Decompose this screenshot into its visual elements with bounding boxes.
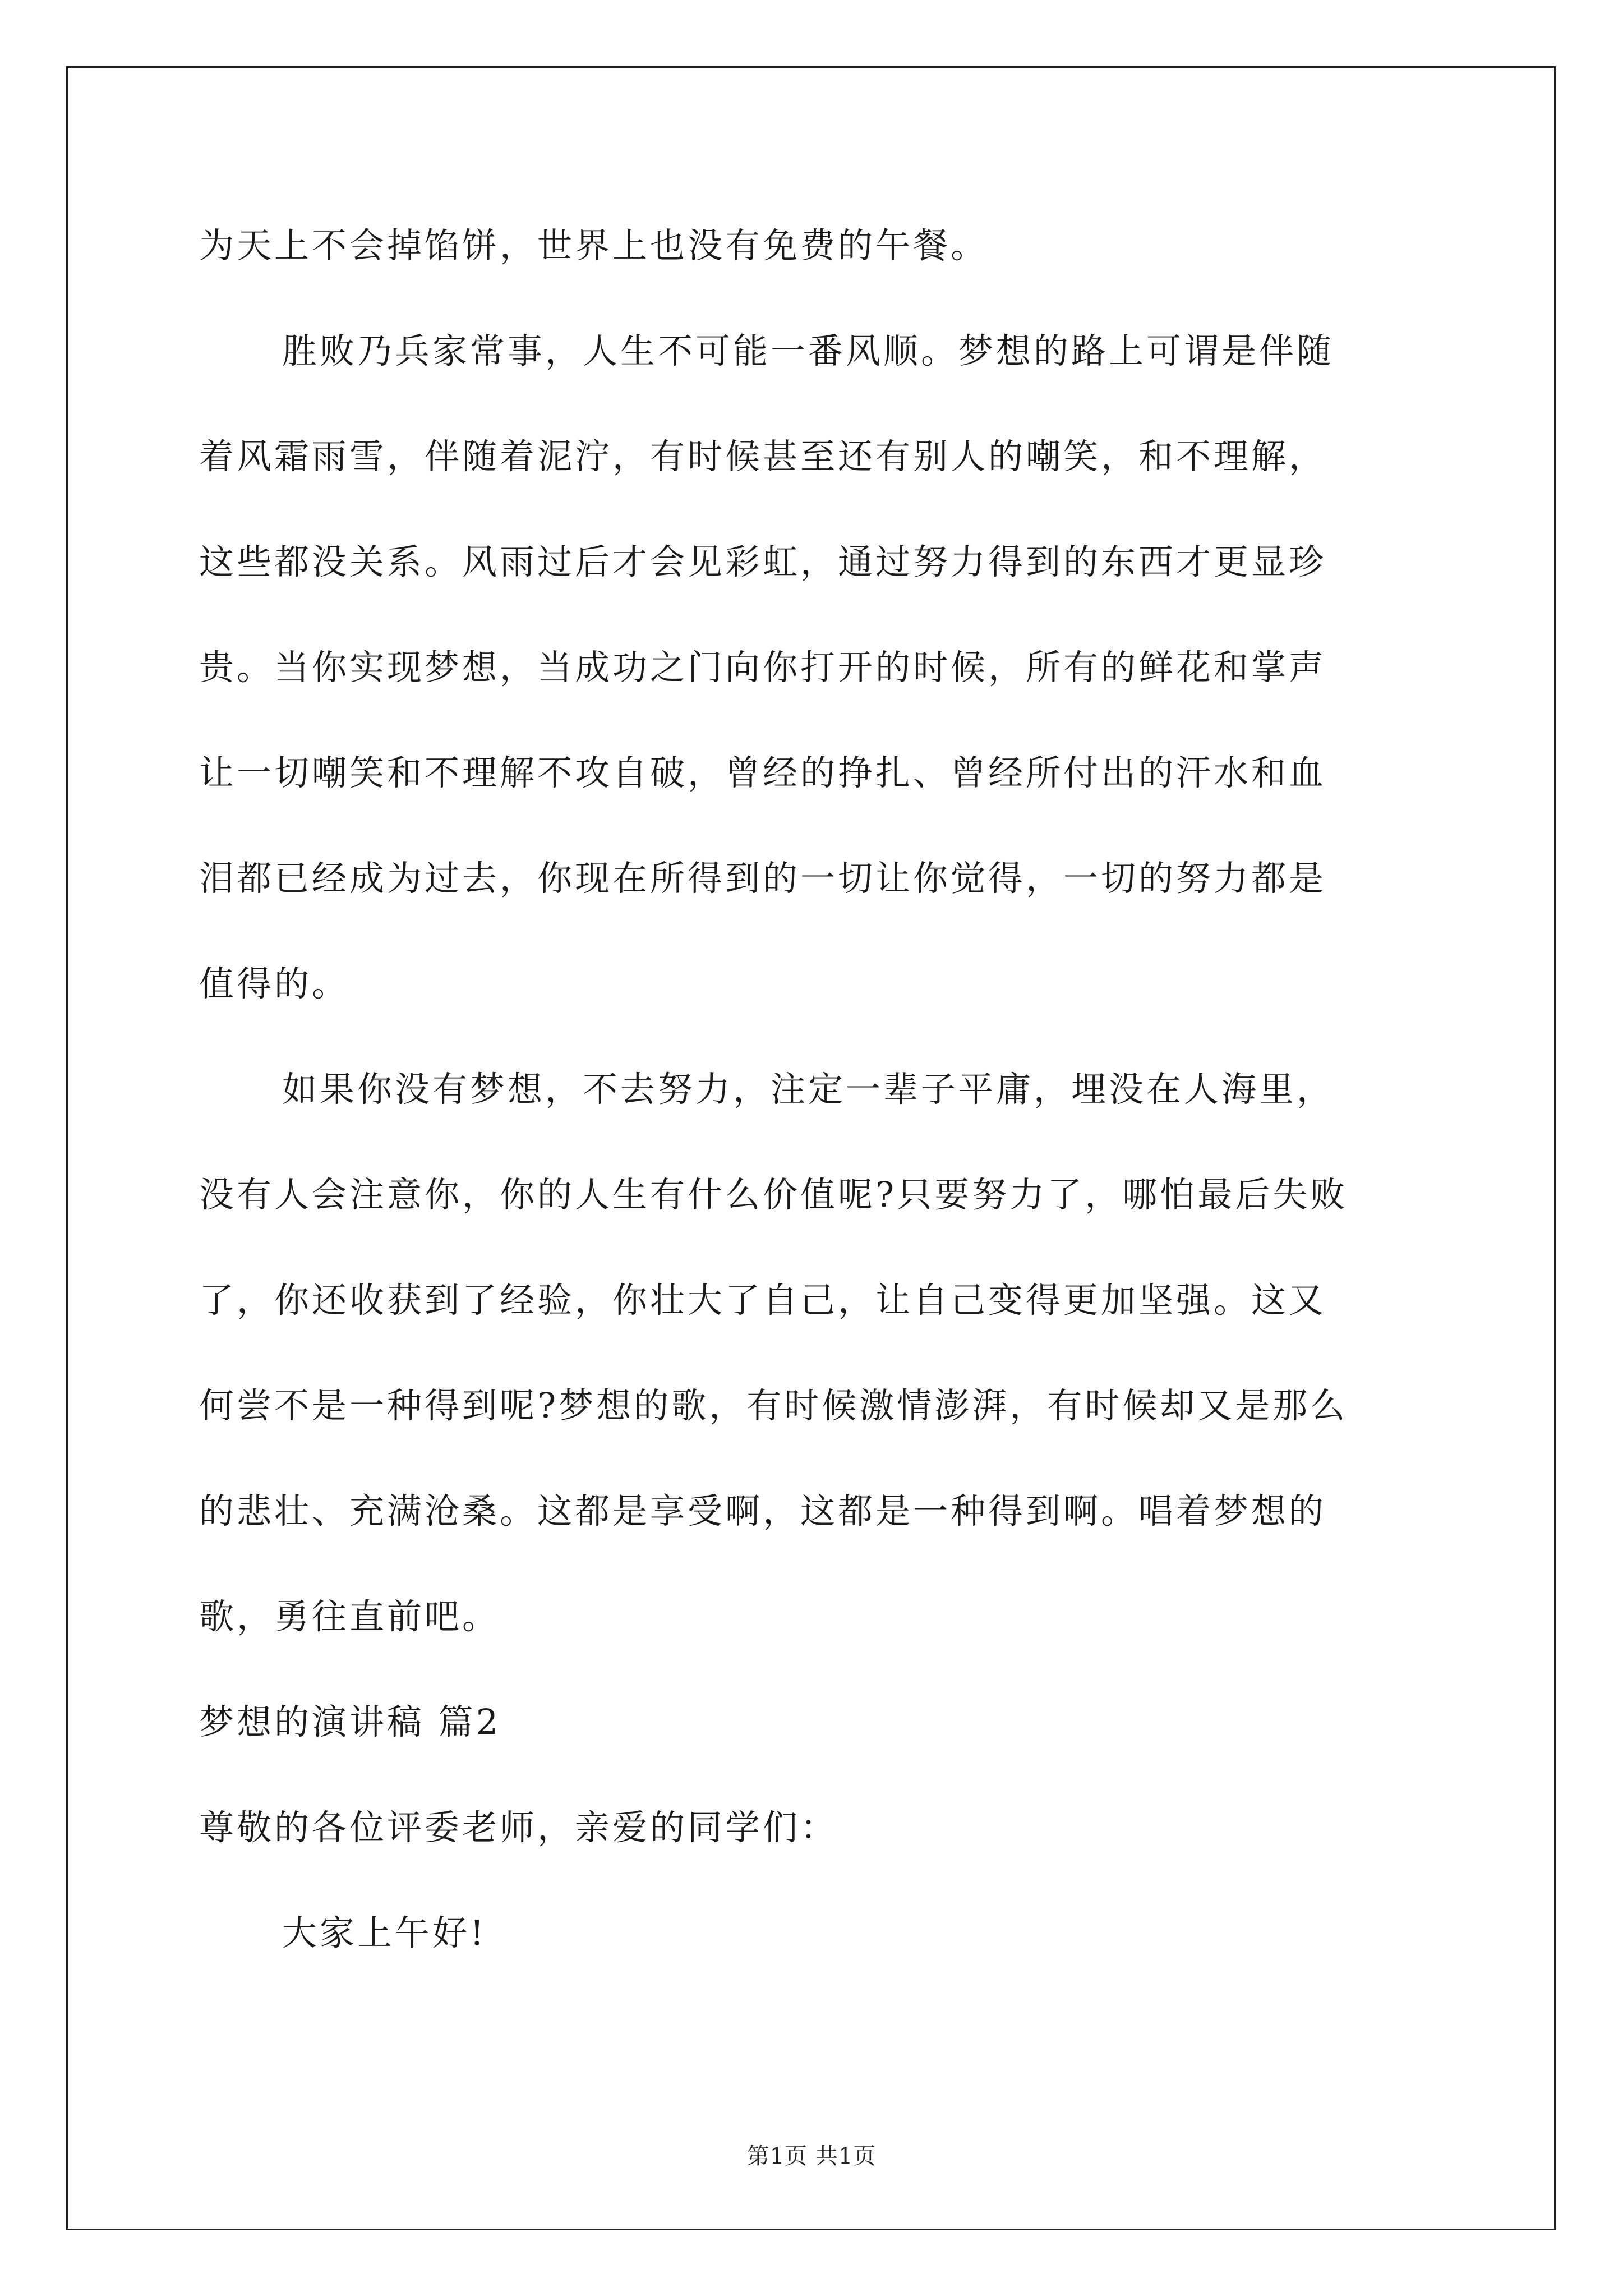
paragraph-line: 着风霜雨雪，伴随着泥泞，有时候甚至还有别人的嘲笑，和不理解，	[199, 436, 1327, 477]
greeting-line: 大家上午好!	[282, 1912, 487, 1953]
paragraph-line: 了，你还收获到了经验，你壮大了自己，让自己变得更加坚强。这又	[199, 1280, 1327, 1320]
paragraph-line: 胜败乃兵家常事，人生不可能一番风顺。梦想的路上可谓是伴随	[282, 330, 1335, 371]
paragraph-line: 为天上不会掉馅饼，世界上也没有免费的午餐。	[199, 225, 989, 266]
document-body	[199, 193, 1438, 1986]
paragraph-line: 如果你没有梦想，不去努力，注定一辈子平庸，埋没在人海里，	[282, 1069, 1335, 1110]
paragraph-line: 何尝不是一种得到呢?梦想的歌，有时候激情澎湃，有时候却又是那么	[199, 1385, 1348, 1426]
page-footer: 第1页 共1页	[746, 2143, 877, 2169]
section-heading: 梦想的演讲稿 篇2	[199, 1701, 501, 1742]
paragraph-line: 这些都没关系。风雨过后才会见彩虹，通过努力得到的东西才更显珍	[199, 541, 1327, 582]
paragraph-line: 的悲壮、充满沧桑。这都是享受啊，这都是一种得到啊。唱着梦想的	[199, 1490, 1327, 1531]
paragraph-line: 贵。当你实现梦想，当成功之门向你打开的时候，所有的鲜花和掌声	[199, 647, 1327, 688]
paragraph-line: 让一切嘲笑和不理解不攻自破，曾经的挣扎、曾经所付出的汗水和血	[199, 752, 1327, 793]
paragraph-line: 没有人会注意你，你的人生有什么价值呢?只要努力了，哪怕最后失败	[199, 1174, 1348, 1215]
paragraph-line: 值得的。	[199, 963, 350, 1004]
paragraph-line: 泪都已经成为过去，你现在所得到的一切让你觉得，一切的努力都是	[199, 858, 1327, 899]
salutation-line: 尊敬的各位评委老师，亲爱的同学们：	[199, 1807, 838, 1848]
paragraph-line: 歌，勇往直前吧。	[199, 1596, 500, 1637]
